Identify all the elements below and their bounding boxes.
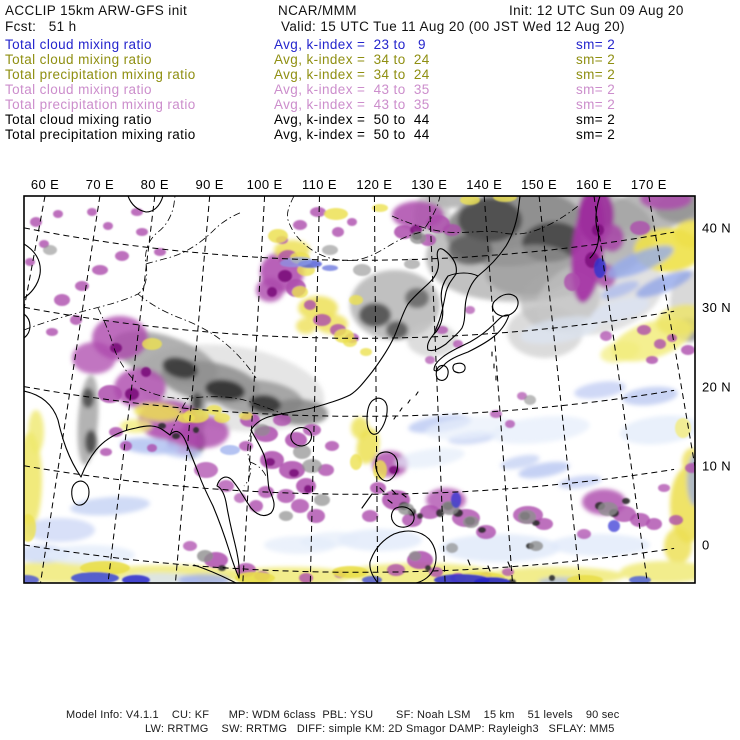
shading-blob: [529, 541, 543, 551]
lon-tick-label: 120 E: [356, 177, 393, 192]
lat-tick-label: 20 N: [702, 379, 732, 395]
legend-smooth: sm= 2: [576, 82, 616, 97]
shading-blob: [463, 516, 479, 528]
center-name: NCAR/MMM: [278, 3, 357, 18]
lon-tick-label: 160 E: [576, 177, 612, 192]
shading-blob: [53, 210, 63, 218]
shading-blob: [304, 300, 316, 310]
lon-tick-label: 80 E: [140, 177, 169, 192]
shading-blob: [404, 259, 420, 269]
shading-blob: [410, 232, 426, 244]
shading-blob: [103, 222, 113, 230]
shading-blob: [268, 229, 288, 243]
shading-blob: [398, 503, 414, 515]
border-altai: [146, 212, 242, 264]
legend-smooth: sm= 2: [576, 37, 616, 52]
legend-kindex: Avg, k-index = 43 to 35: [274, 82, 430, 97]
valid-time: Valid: 15 UTC Tue 11 Aug 20 (00 JST Wed 12 Aug 20): [281, 19, 625, 34]
shading-blob: [600, 331, 612, 341]
legend-kindex: Avg, k-index = 50 to 44: [274, 127, 430, 142]
legend-field-label: Total precipitation mixing ratio: [5, 127, 196, 142]
shading-blob: [322, 265, 338, 271]
shading-blob: [451, 492, 461, 508]
init-time: Init: 12 UTC Sun 09 Aug 20: [509, 3, 684, 18]
shading-blob: [136, 228, 148, 236]
shading-blob: [577, 529, 591, 539]
shading-blob: [351, 417, 369, 439]
shading-blob: [669, 515, 683, 525]
shading-blob: [448, 235, 492, 265]
legend-kindex: Avg, k-index = 50 to 44: [274, 112, 430, 127]
legend-field-label: Total cloud mixing ratio: [5, 112, 152, 127]
shading-blob: [549, 575, 555, 581]
shading-blob: [249, 500, 263, 512]
legend-smooth: sm= 2: [576, 67, 616, 82]
shading-blob: [465, 306, 475, 314]
shading-blob: [110, 343, 122, 353]
lon-tick-label: 110 E: [301, 177, 338, 192]
shading-blob: [46, 328, 58, 336]
lat-tick-label: 0: [702, 537, 710, 553]
shading-blob: [681, 345, 695, 355]
shading-blob: [325, 441, 339, 451]
legend-field-label: Total precipitation mixing ratio: [5, 67, 196, 82]
shading-blob: [314, 494, 330, 506]
lat-tick-label: 40 N: [702, 220, 732, 236]
shading-blob: [573, 378, 627, 401]
lon-tick-label: 90 E: [195, 177, 224, 192]
shading-blob: [183, 541, 197, 551]
shading-blob: [147, 444, 157, 452]
shading-blob: [92, 265, 108, 275]
shading-blob: [654, 339, 666, 349]
shading-blob: [405, 288, 429, 308]
shading-blob: [443, 224, 461, 236]
shading-blob: [296, 318, 316, 334]
shading-blob: [667, 334, 677, 342]
shading-blob: [100, 448, 112, 456]
latitude-labels: [702, 221, 731, 553]
shading-blob: [518, 510, 536, 524]
shading-blob: [142, 338, 162, 350]
legend-field-label: Total cloud mixing ratio: [5, 82, 152, 97]
shading-blob: [322, 245, 338, 255]
shading-blob: [20, 514, 36, 542]
shading-blob: [254, 424, 270, 436]
lon-tick-label: 170 E: [630, 177, 667, 192]
shading-blob: [120, 441, 132, 451]
island-srilanka: [72, 481, 89, 505]
shading-blob: [291, 499, 309, 513]
shading-blob: [307, 509, 325, 523]
legend-kindex: Avg, k-index = 43 to 35: [274, 97, 430, 112]
shading-blob: [425, 565, 431, 571]
shading-blob: [332, 227, 344, 237]
shading-blob: [43, 245, 57, 255]
shading-blob: [292, 286, 308, 298]
shading-blob: [658, 484, 670, 492]
shading-blob: [425, 356, 435, 364]
shading-blob: [115, 251, 129, 261]
shading-blob: [72, 342, 116, 374]
shading-blob: [98, 385, 122, 403]
shading-blob: [362, 510, 378, 522]
shading-blob: [608, 520, 620, 532]
shading-blob: [30, 217, 42, 227]
shading-blob: [550, 534, 650, 556]
shading-blob: [87, 208, 97, 216]
shading-blob: [621, 384, 679, 408]
shading-blob: [75, 281, 89, 291]
shading-blob: [476, 525, 496, 539]
shading-blob: [387, 564, 405, 576]
shading-blob: [277, 489, 295, 503]
shading-blob: [347, 218, 357, 226]
lon-tick-label: 150 E: [521, 177, 558, 192]
shading-blob: [564, 273, 580, 291]
shading-blob: [493, 192, 517, 202]
legend-field-label: Total cloud mixing ratio: [5, 52, 152, 67]
shading-blob: [474, 577, 510, 587]
shading-blob: [54, 294, 70, 306]
shading-blob: [446, 543, 458, 553]
shading-blob: [304, 485, 312, 493]
shading-blob: [45, 545, 135, 565]
model-config-line2: LW: RRTMG SW: RRTMG DIFF: simple KM: 2D Smagor DAMP: Rayleigh3 SFLAY: MM5: [145, 723, 615, 735]
shading-blob: [622, 498, 630, 504]
shading-blob: [141, 367, 151, 377]
shading-blob: [630, 221, 650, 235]
lon-tick-label: 100 E: [246, 177, 283, 192]
legend-field-label: Total precipitation mixing ratio: [5, 97, 196, 112]
shading-blob: [192, 393, 202, 411]
island-ryukyu-chain: [394, 352, 496, 419]
shading-blob: [349, 295, 363, 305]
shading-blob: [273, 414, 291, 426]
shading-blob: [324, 208, 348, 220]
shading-blob: [303, 424, 321, 436]
lon-tick-label: 70 E: [85, 177, 115, 192]
shading-blob: [429, 567, 443, 577]
shading-blob: [505, 420, 515, 428]
island-shikoku: [453, 363, 465, 373]
longitude-labels: [31, 177, 667, 192]
shading-blob: [637, 325, 651, 335]
shading-blob: [293, 445, 311, 459]
lon-tick-label: 60 E: [30, 177, 60, 192]
shading-blob: [417, 513, 423, 519]
shading-blob: [453, 340, 463, 348]
shading-blob: [131, 208, 143, 216]
lat-tick-label: 10 N: [702, 458, 732, 474]
model-config-line1: Model Info: V4.1.1 CU: KF MP: WDM 6class PBL: YSU SF: Noah LSM 15 km 51 levels 90 sec: [66, 709, 620, 721]
shading-blob: [279, 511, 293, 521]
coast-caspian-aral: [24, 196, 163, 338]
legend-kindex: Avg, k-index = 34 to 24: [274, 52, 430, 67]
shading-blob: [172, 433, 180, 439]
shading-blob: [646, 518, 662, 530]
shading-blob: [82, 388, 94, 408]
lat-tick-label: 30 N: [702, 300, 732, 315]
shading-blob: [289, 469, 299, 477]
shading-blob: [278, 270, 292, 282]
shading-blob: [646, 356, 658, 364]
island-kyushu: [436, 365, 448, 380]
legend-smooth: sm= 2: [576, 52, 616, 67]
shading-blob: [267, 287, 277, 297]
legend-kindex: Avg, k-index = 34 to 24: [274, 67, 430, 82]
shading-blob: [302, 459, 322, 473]
shading-blob: [557, 473, 602, 491]
product-title: ACCLIP 15km ARW-GFS init: [5, 3, 188, 18]
shading-blob: [664, 528, 692, 564]
lon-tick-label: 140 E: [466, 177, 503, 192]
shading-blob: [685, 463, 699, 473]
shading-blob: [478, 527, 486, 533]
forecast-hour: Fcst: 51 h: [5, 19, 77, 34]
shading-blob: [350, 454, 362, 470]
meridian-line: [374, 196, 377, 583]
shading-blob: [310, 207, 326, 217]
shading-blob: [220, 445, 240, 455]
shading-blob: [69, 494, 150, 518]
shading-blob: [598, 502, 618, 516]
shading-blob: [125, 388, 139, 400]
legend-smooth: sm= 2: [576, 97, 616, 112]
legend-smooth: sm= 2: [576, 127, 616, 142]
shading-blob: [360, 348, 372, 356]
shading-blob: [293, 220, 307, 230]
shading-blob: [353, 264, 371, 276]
shading-blob: [502, 568, 514, 576]
legend-kindex: Avg, k-index = 23 to 9: [274, 37, 426, 52]
legend-smooth: sm= 2: [576, 112, 616, 127]
shading-blob: [313, 314, 331, 326]
shading-blob: [183, 409, 209, 423]
legend-field-label: Total cloud mixing ratio: [5, 37, 152, 52]
shading-blob: [197, 550, 213, 562]
shading-blob: [524, 395, 536, 405]
shading-blob: [409, 551, 421, 561]
lon-tick-label: 130 E: [411, 177, 448, 192]
shading-blob: [193, 427, 199, 433]
shading-blob: [28, 410, 44, 454]
